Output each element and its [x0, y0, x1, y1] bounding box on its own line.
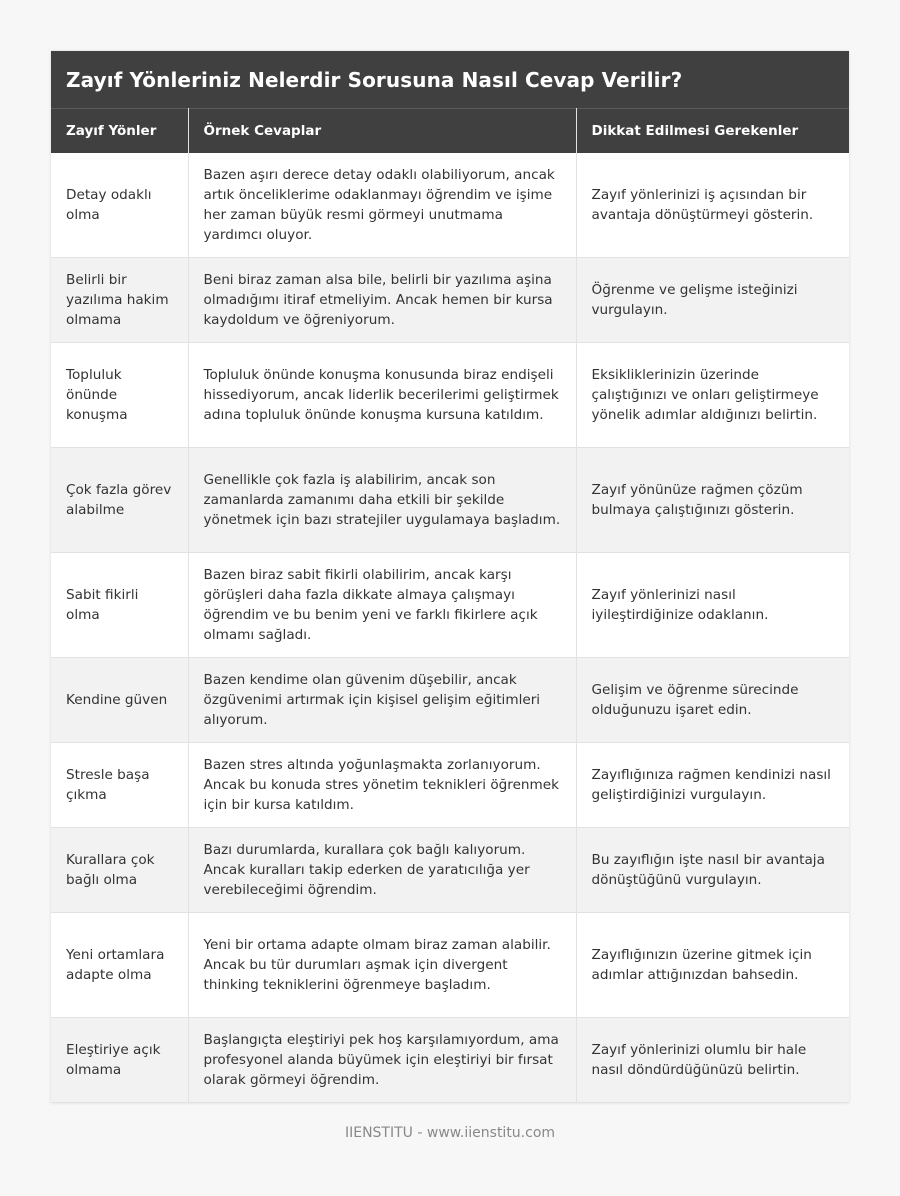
weakness-cell: Kendine güven	[51, 658, 188, 743]
weakness-cell: Yeni ortamlara adapte olma	[51, 913, 188, 1018]
weakness-cell: Stresle başa çıkma	[51, 743, 188, 828]
example-cell: Beni biraz zaman alsa bile, belirli bir yazılıma aşina olmadığımı itiraf etmeliyim. Ancak hemen bir kursa kaydoldum ve öğreniyorum.	[188, 258, 576, 343]
tip-cell: Zayıf yönlerinizi olumlu bir hale nasıl döndürdüğünüzü belirtin.	[576, 1018, 849, 1103]
tip-cell: Zayıf yönünüze rağmen çözüm bulmaya çalıştığınızı gösterin.	[576, 448, 849, 553]
example-cell: Başlangıçta eleştiriyi pek hoş karşılamıyordum, ama profesyonel alanda büyümek için eleştiriyi bir fırsat olarak görmeyi öğrendim.	[188, 1018, 576, 1103]
example-cell: Bazen biraz sabit fikirli olabilirim, ancak karşı görüşleri daha fazla dikkate almaya çalışmayı öğrendim ve bu benim yeni ve farklı fikirlere açık olmamı sağladı.	[188, 553, 576, 658]
footer-credit: IIENSTITU - www.iienstitu.com	[344, 1125, 556, 1141]
table-row	[51, 913, 849, 1018]
header-weakness: Zayıf Yönler	[51, 109, 188, 153]
weakness-table	[51, 108, 849, 1103]
example-cell: Topluluk önünde konuşma konusunda biraz endişeli hissediyorum, ancak liderlik becerilerimi geliştirmek adına topluluk önünde konuşma kursuna katıldım.	[188, 343, 576, 448]
table-row	[51, 1018, 849, 1103]
example-cell: Bazen stres altında yoğunlaşmakta zorlanıyorum. Ancak bu konuda stres yönetim teknikleri öğrenmek için bir kursa katıldım.	[188, 743, 576, 828]
table-row	[51, 658, 849, 743]
tip-cell: Gelişim ve öğrenme sürecinde olduğunuzu işaret edin.	[576, 658, 849, 743]
tip-cell: Zayıflığınıza rağmen kendinizi nasıl geliştirdiğinizi vurgulayın.	[576, 743, 849, 828]
weakness-cell: Topluluk önünde konuşma	[51, 343, 188, 448]
table-row	[51, 743, 849, 828]
weakness-cell: Sabit fikirli olma	[51, 553, 188, 658]
header-example-answers: Örnek Cevaplar	[188, 109, 576, 153]
weakness-cell: Belirli bir yazılıma hakim olmama	[51, 258, 188, 343]
example-cell: Bazı durumlarda, kurallara çok bağlı kalıyorum. Ancak kuralları takip ederken de yaratıcılığa yer verebileceğimi öğrendim.	[188, 828, 576, 913]
table-card	[51, 51, 849, 1103]
tip-cell: Zayıflığınızın üzerine gitmek için adımlar attığınızdan bahsedin.	[576, 913, 849, 1018]
header-row	[51, 109, 849, 153]
table-row	[51, 153, 849, 258]
weakness-cell: Eleştiriye açık olmama	[51, 1018, 188, 1103]
table-row	[51, 258, 849, 343]
table-row	[51, 553, 849, 658]
weakness-cell: Kurallara çok bağlı olma	[51, 828, 188, 913]
table-row	[51, 828, 849, 913]
tip-cell: Eksikliklerinizin üzerinde çalıştığınızı ve onları geliştirmeye yönelik adımlar aldığınızı belirtin.	[576, 343, 849, 448]
tip-cell: Öğrenme ve gelişme isteğinizi vurgulayın.	[576, 258, 849, 343]
tip-cell: Zayıf yönlerinizi nasıl iyileştirdiğinize odaklanın.	[576, 553, 849, 658]
example-cell: Genellikle çok fazla iş alabilirim, ancak son zamanlarda zamanımı daha etkili bir şekilde yönetmek için bazı stratejiler uygulamaya başladım.	[188, 448, 576, 553]
example-cell: Bazen aşırı derece detay odaklı olabiliyorum, ancak artık önceliklerime odaklanmayı öğrendim ve işime her zaman büyük resmi görmeyi unutmama yardımcı oluyor.	[188, 153, 576, 258]
tip-cell: Bu zayıflığın işte nasıl bir avantaja dönüştüğünü vurgulayın.	[576, 828, 849, 913]
weakness-cell: Çok fazla görev alabilme	[51, 448, 188, 553]
table-title: Zayıf Yönleriniz Nelerdir Sorusuna Nasıl Cevap Verilir?	[51, 51, 849, 108]
header-considerations: Dikkat Edilmesi Gerekenler	[576, 109, 849, 153]
table-row	[51, 448, 849, 553]
example-cell: Bazen kendime olan güvenim düşebilir, ancak özgüvenimi artırmak için kişisel gelişim eğitimleri alıyorum.	[188, 658, 576, 743]
weakness-cell: Detay odaklı olma	[51, 153, 188, 258]
table-row	[51, 343, 849, 448]
tip-cell: Zayıf yönlerinizi iş açısından bir avantaja dönüştürmeyi gösterin.	[576, 153, 849, 258]
example-cell: Yeni bir ortama adapte olmam biraz zaman alabilir. Ancak bu tür durumları aşmak için divergent thinking tekniklerini öğrenmeye başladım.	[188, 913, 576, 1018]
